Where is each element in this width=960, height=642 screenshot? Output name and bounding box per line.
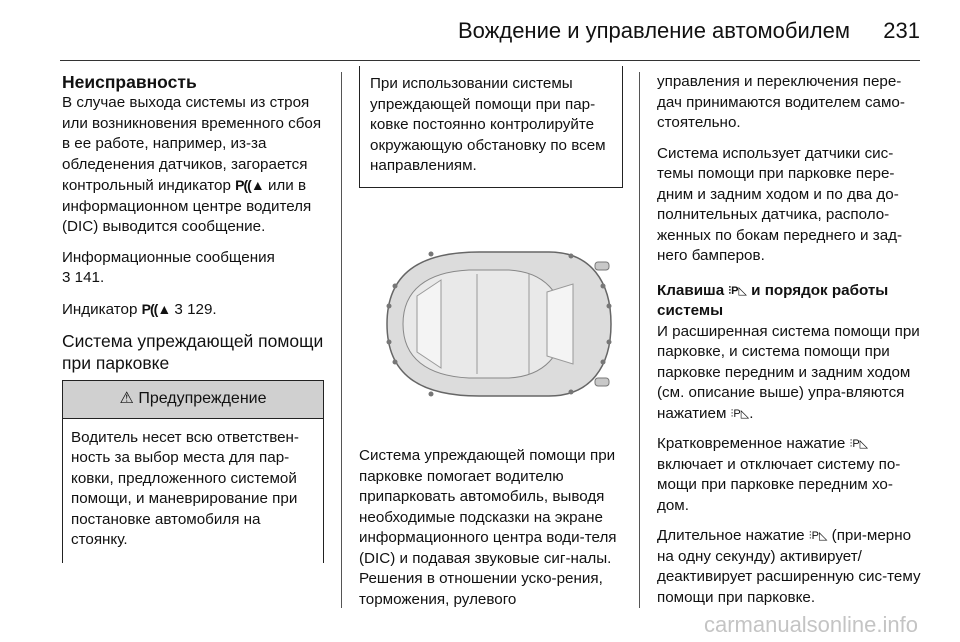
warning-title: Предупреждение: [138, 390, 267, 407]
park-assist-indicator-icon: P((▲: [141, 300, 171, 317]
button-heading-text: и порядок работы системы: [657, 281, 889, 319]
watermark: carmanualsonline.info: [703, 612, 918, 637]
short-press-text: Кратковременное нажатие: [657, 435, 846, 452]
warning-header: [63, 381, 323, 419]
long-press-text: (при-мерно на одну секунду) активирует/деактивирует расширенную сис-тему помощи при парковке.: [657, 527, 921, 606]
page-number: 231: [883, 18, 920, 43]
fault-text: В случае выхода системы из строя или возникновения временного сбоя в ее работе, например, из-за обледенения датчиков, загорается контрольный индикатор: [62, 94, 322, 194]
button-section-heading: [657, 281, 923, 322]
column-middle: [359, 72, 623, 620]
car-sensor-diagram: [359, 234, 623, 410]
column-divider: [341, 72, 342, 608]
page-header: [0, 0, 960, 62]
caution-text: При использовании системы упреждающей помощи при пар-ковке постоянно контролируйте окружающую обстановку по всем направлениям.: [370, 75, 606, 174]
park-assist-button-icon: ⫶P◺: [849, 438, 869, 450]
button-control-text: И расширенная система помощи при парковке, и система помощи при парковке передним и задним ходом (см. описание выше) упра-вляются нажатием: [657, 322, 920, 422]
fault-paragraph: [62, 93, 324, 238]
park-assist-button-icon: ⫶P◺: [808, 530, 828, 542]
long-press-text: Длительное нажатие: [657, 527, 805, 544]
button-control-paragraph: [657, 322, 923, 425]
fault-heading: Неисправность: [62, 72, 197, 92]
caution-box: [359, 66, 623, 188]
section-title: Система упреждающей помощи при парковке: [62, 331, 324, 373]
park-assist-button-icon: ⫶P◺: [728, 284, 747, 297]
warning-text: Водитель несет всю ответствен-ность за выбор места для пар-ковки, предложенного системой помощи, и маневрирование при постановке автомобиля на стоянку.: [71, 428, 299, 548]
sensors-text: Система использует датчики сис-темы помощи при парковке пере-дним и задним ходом и по два до-полнительных датчика, располо-женных по бокам переднего и зад-него бамперов.: [657, 144, 903, 264]
column-right: [657, 72, 923, 618]
fault-text: или в информационном центре водителя (DIC) выводится сообщение.: [62, 177, 312, 235]
column-divider: [639, 72, 640, 608]
short-press-paragraph: [657, 434, 923, 516]
park-assist-indicator-icon: P((▲: [235, 177, 264, 193]
info-messages-reference-link[interactable]: 3 141.: [62, 269, 105, 286]
button-heading-text: Клавиша: [657, 281, 725, 299]
indicator-text: Индикатор: [62, 300, 138, 318]
page-header-title: Вождение и управление автомобилем: [457, 18, 850, 43]
warning-box: [62, 380, 324, 563]
control-text: управления и переключения пере-дач принимаются водителем само-стоятельно.: [657, 73, 905, 131]
short-press-text: включает и отключает систему по-мощи при парковке передним хо-дом.: [657, 455, 901, 514]
indicator-paragraph: [62, 299, 324, 321]
indicator-reference-link[interactable]: 3 129.: [174, 300, 217, 318]
button-control-text: .: [749, 404, 754, 422]
system-description: Система упреждающей помощи при парковке помогает водителю припарковать автомобиль, выводя необходимые подсказки на экране информационного центра води-теля (DIC) и подавая звуковые сиг-налы. Решения в отношении уско-рения, торможения, рулевого: [359, 447, 617, 608]
info-messages-text: Информационные сообщения: [62, 248, 275, 266]
warning-triangle-icon: ⚠: [119, 390, 134, 407]
long-press-paragraph: [657, 526, 923, 608]
park-assist-button-icon: ⫶P◺: [730, 407, 750, 420]
info-messages-paragraph: [62, 248, 324, 289]
header-divider: [60, 60, 920, 61]
column-left: [62, 72, 324, 563]
